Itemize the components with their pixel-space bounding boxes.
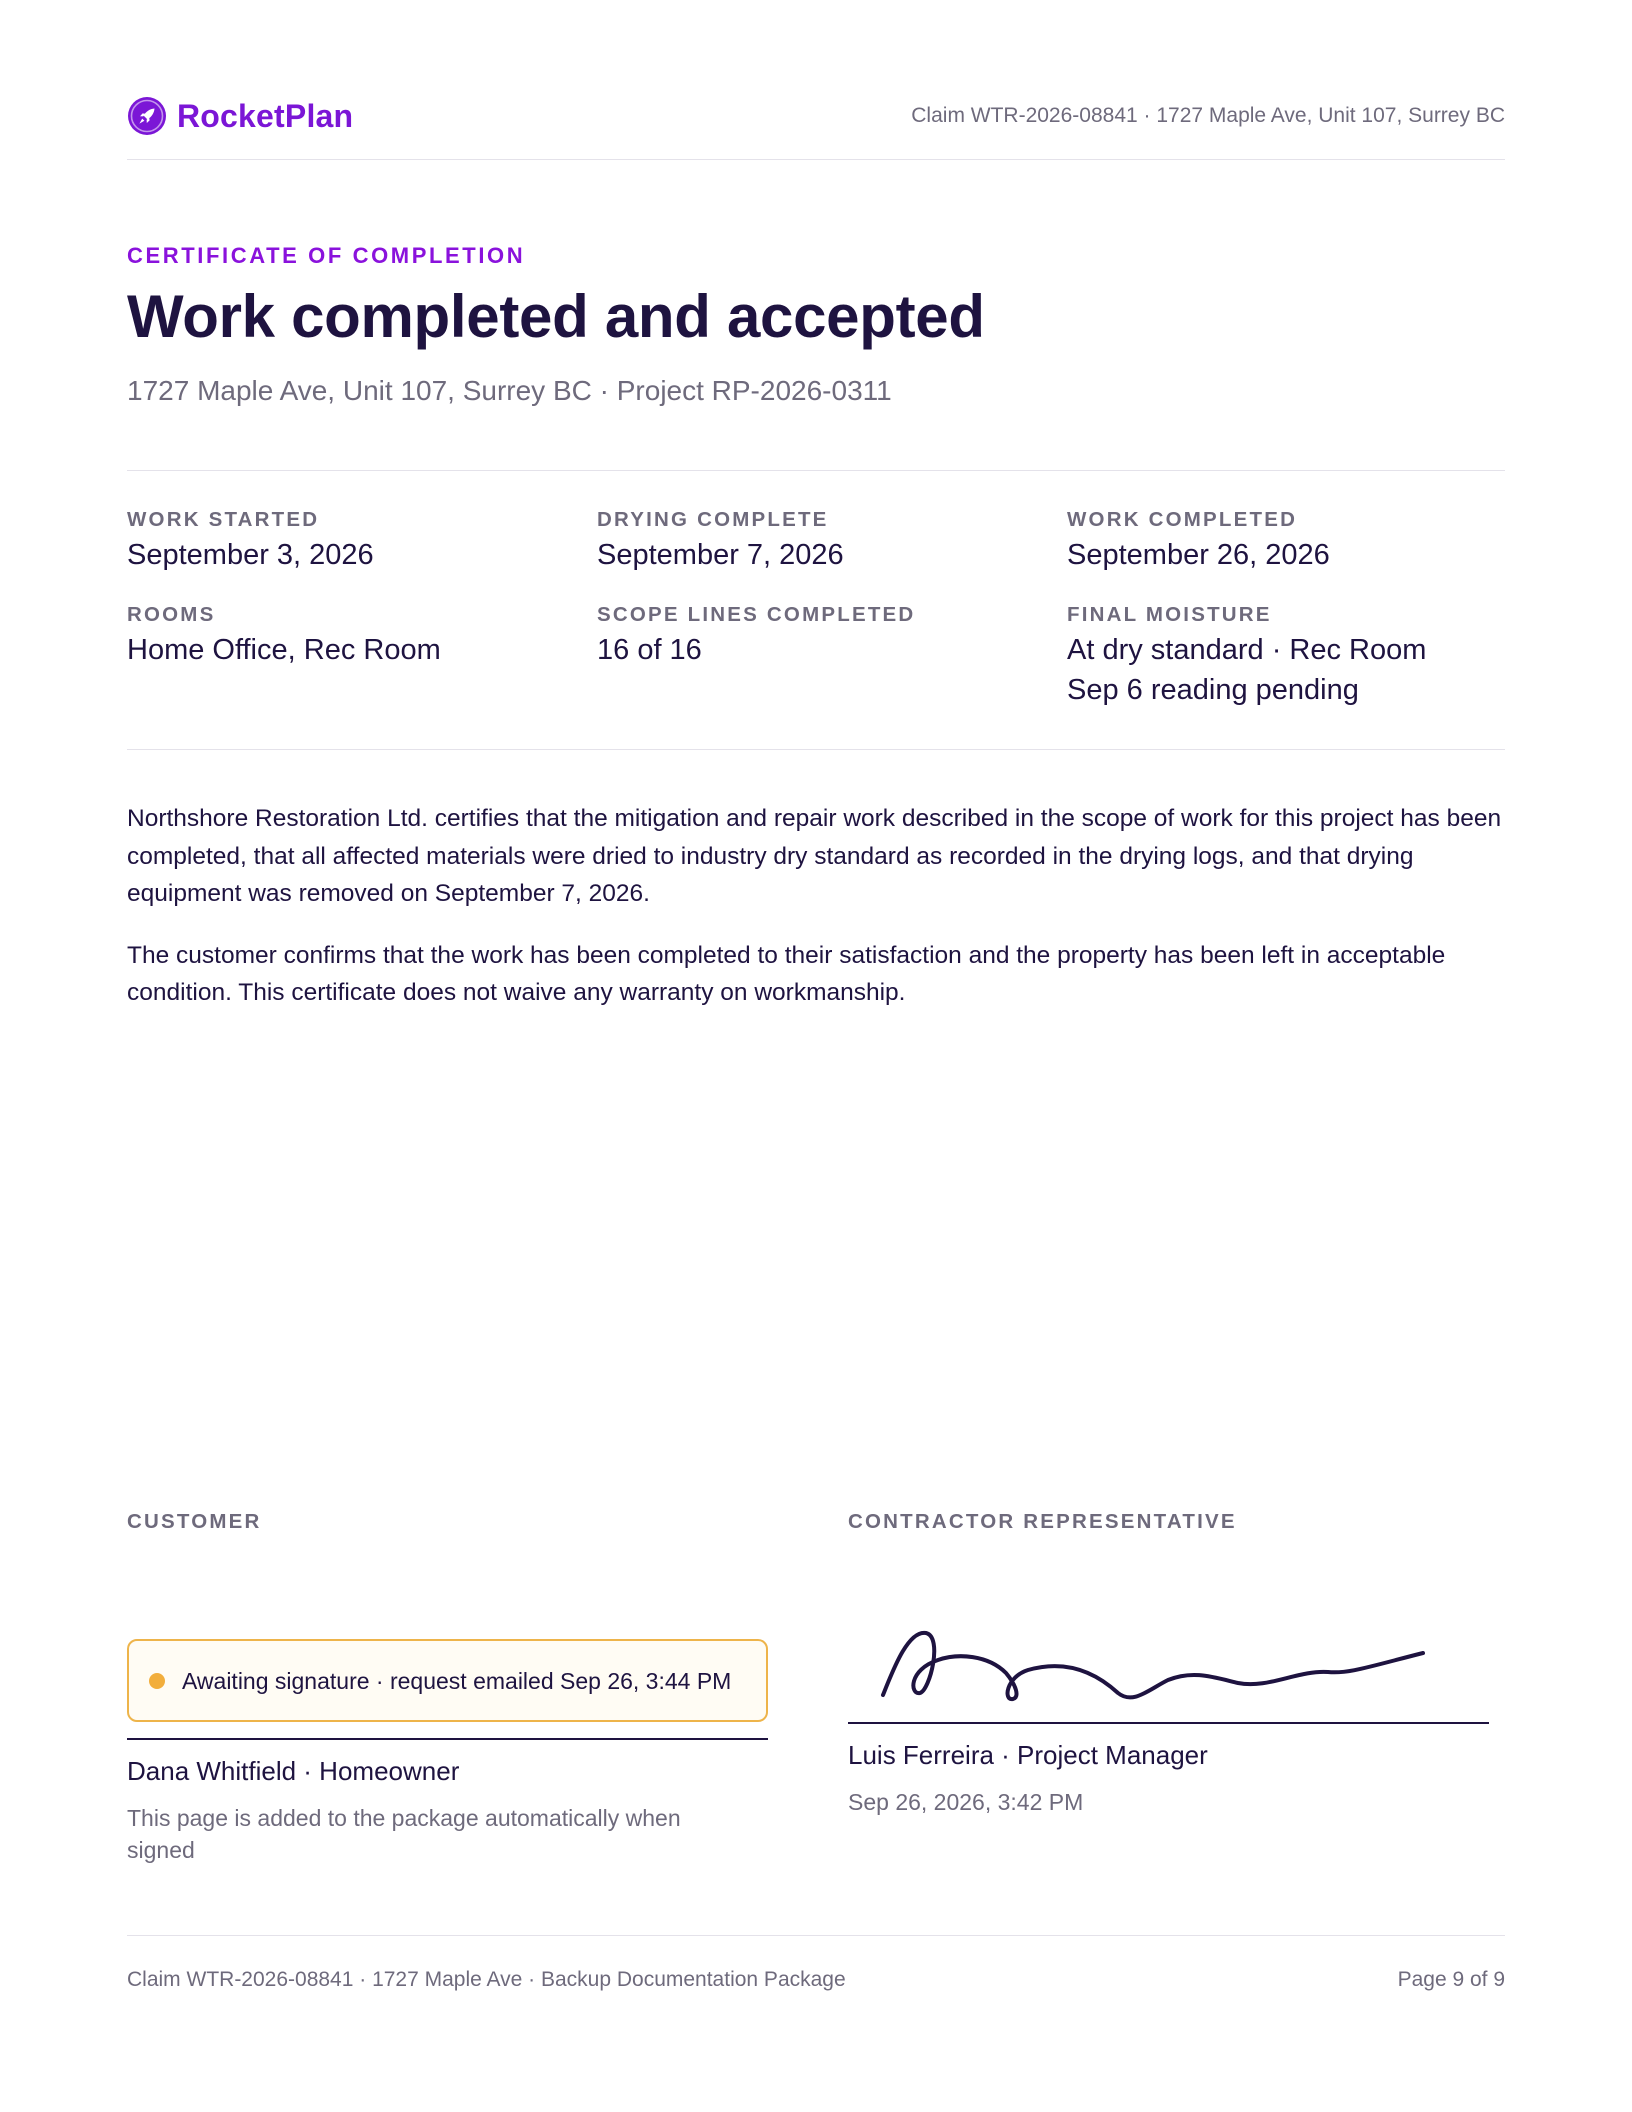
customer-signature-block	[127, 1510, 768, 1863]
detail-drying-complete	[597, 507, 1037, 575]
detail-work-completed	[1067, 507, 1507, 575]
footer-divider	[127, 1935, 1505, 1936]
page-title: Work completed and accepted	[127, 283, 985, 350]
customer-signature-line	[127, 1738, 768, 1740]
detail-value: 16 of 16	[597, 634, 702, 666]
header-claim-line: Claim WTR-2026-08841 · 1727 Maple Ave, Unit 107, Surrey BC	[911, 104, 1505, 127]
header-divider	[127, 159, 1505, 160]
customer-label: CUSTOMER	[127, 1510, 262, 1533]
customer-name: Dana Whitfield · Homeowner	[127, 1756, 460, 1786]
contractor-signed-at: Sep 26, 2026, 3:42 PM	[848, 1789, 1084, 1815]
contractor-label: CONTRACTOR REPRESENTATIVE	[848, 1510, 1237, 1533]
detail-work-started	[127, 507, 567, 575]
detail-value: Home Office, Rec Room	[127, 634, 441, 666]
detail-label: DRYING COMPLETE	[597, 508, 829, 531]
detail-final-moisture	[1067, 602, 1467, 710]
brand	[127, 96, 353, 136]
detail-rooms	[127, 602, 567, 670]
acceptance-paragraph: The customer confirms that the work has been completed to their satisfaction and the property has been left in acceptable condition. This certificate does not waive any warranty on workmanship.	[127, 941, 1446, 1006]
details-top-divider	[127, 470, 1505, 471]
page-footer	[127, 1968, 1505, 1992]
awaiting-signature-status	[127, 1639, 768, 1722]
detail-label: SCOPE LINES COMPLETED	[597, 603, 916, 626]
certificate-eyebrow: CERTIFICATE OF COMPLETION	[127, 243, 526, 268]
contractor-signature-line	[848, 1722, 1489, 1724]
detail-value: At dry standard · Rec Room Sep 6 reading pending	[1067, 634, 1427, 706]
customer-signature-note: This page is added to the package automatically when signed	[127, 1805, 681, 1863]
detail-label: WORK COMPLETED	[1067, 508, 1298, 531]
details-bottom-divider	[127, 749, 1505, 750]
footer-package-line: Claim WTR-2026-08841 · 1727 Maple Ave · Backup Documentation Package	[127, 1968, 846, 1991]
detail-label: FINAL MOISTURE	[1067, 603, 1272, 626]
contractor-signature-block	[848, 1510, 1489, 1815]
awaiting-signature-text: Awaiting signature · request emailed Sep 26, 3:44 PM	[182, 1667, 732, 1694]
detail-value: September 26, 2026	[1067, 539, 1330, 571]
brand-name: RocketPlan	[177, 97, 354, 134]
detail-value: September 3, 2026	[127, 539, 374, 571]
contractor-signature-image	[848, 1615, 1489, 1705]
detail-value: September 7, 2026	[597, 539, 844, 571]
certificate-page	[127, 0, 1505, 2112]
status-dot-icon	[149, 1673, 165, 1689]
page-number: Page 9 of 9	[1397, 1968, 1505, 1991]
detail-label: ROOMS	[127, 603, 216, 626]
contractor-name: Luis Ferreira · Project Manager	[848, 1740, 1208, 1770]
certification-paragraph: Northshore Restoration Ltd. certifies that the mitigation and repair work described in the scope of work for this project has been completed, that all affected materials were dried to industry dry standard as recorded in the drying logs, and that drying equipment was removed on September 7, 2026.	[127, 805, 1502, 907]
detail-label: WORK STARTED	[127, 508, 320, 531]
page-subtitle: 1727 Maple Ave, Unit 107, Surrey BC · Project RP-2026-0311	[127, 375, 892, 406]
rocket-icon	[127, 96, 167, 136]
page-header	[127, 92, 1505, 140]
certification-text	[127, 800, 1505, 1036]
detail-scope-lines	[597, 602, 1037, 670]
